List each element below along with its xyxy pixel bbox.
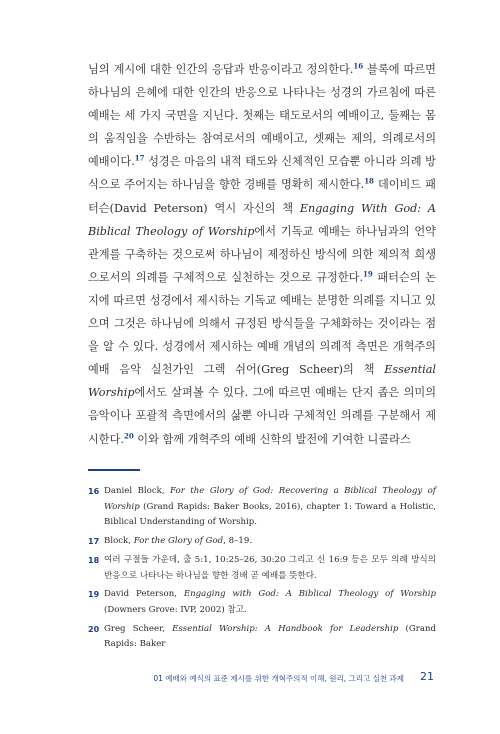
page-number: 21 <box>420 670 434 683</box>
footnote-item <box>88 553 436 584</box>
body-text-segment: 데이비드 패터슨(David Peterson) 역시 자신의 책 <box>88 178 436 215</box>
body-text-segment: 패터슨의 논지에 따르면 성경에서 제시하는 기독교 예배는 분명한 의례를 지니고 있으며 그것은 하나님에 의해서 규정된 방식들을 구체화하는 것이라는 점을 알 수 있다. 성경에서 제시하는 예배 개념의 의례적 측면은 개혁주의 예배 음악 실천가인 그렉 쉬어(Greg Scheer)의 책 <box>88 270 436 377</box>
footnote-pre: David Peterson, <box>104 589 184 600</box>
footnote-title: Essential Worship: A Handbook for Leadership <box>172 623 399 634</box>
book-title-peterson: Engaging With God: A Biblical Theology of Worship <box>88 201 436 238</box>
footnote-text <box>104 553 436 584</box>
footnote-text <box>104 484 436 531</box>
footnote-pre: 여러 구절들 가운데, 출 5:1, 10:25–26, 30:20 그리고 신 16:9 등은 모두 의례 방식의 반응으로 나타나는 하나님을 향한 경배 곧 예배를 뜻한다. <box>104 554 436 581</box>
footnote-pre: Block, <box>104 536 134 547</box>
footnote-item <box>88 587 436 618</box>
footnote-post: (Downers Grove: IVP, 2002) 참고. <box>104 604 247 615</box>
footnote-post: (Grand Rapids: Baker Books, 2016), chapter 1: Toward a Holistic, Biblical Understanding of Worship. <box>104 501 436 528</box>
footnote-ref-20[interactable]: 20 <box>123 430 134 440</box>
page-footer <box>0 670 500 686</box>
body-text-segment: 이와 함께 개혁주의 예배 신학의 발전에 기여한 니콜라스 <box>133 432 411 446</box>
body-text-segment: 에서 기독교 예배는 하나님과의 언약 관계를 구축하는 것으로써 하나님이 제정하신 방식에 의한 제의적 희생으로서의 의례를 구체적으로 실천하는 것으로 규정한다. <box>88 224 436 284</box>
footnote-title: For the Glory of God <box>133 536 224 547</box>
body-text-segment: 님의 계시에 대한 인간의 응답과 반응이라고 정의한다. <box>88 63 354 76</box>
footnote-number: 17 <box>88 537 100 547</box>
footnote-title: Engaging with God: A Biblical Theology of Worship <box>183 589 436 600</box>
footnote-title: For the Glory of God: Recovering a Biblical Theology of Worship <box>104 486 436 512</box>
footnote-text <box>104 534 436 550</box>
footnote-divider <box>88 469 140 471</box>
footnote-pre: Greg Scheer, <box>104 623 173 634</box>
footnotes <box>88 484 436 656</box>
footnote-ref-18[interactable]: 18 <box>364 176 374 186</box>
footnote-text <box>104 587 436 618</box>
footnote-item <box>88 622 436 653</box>
footnote-number: 19 <box>88 590 100 600</box>
footnote-ref-17[interactable]: 17 <box>134 153 145 163</box>
footnote-pre: Daniel Block, <box>104 486 171 496</box>
footnote-ref-19[interactable]: 19 <box>363 269 373 279</box>
footnote-post: , 8–19. <box>223 536 253 547</box>
book-title-scheer: Essential Worship <box>88 363 436 400</box>
footnote-number: 18 <box>88 555 100 565</box>
body-text-segment: 성경은 마음의 내적 태도와 신체적인 모습뿐 아니라 의례 방식으로 주어지는 하나님을 향한 경배를 명확히 제시한다. <box>88 155 436 192</box>
body-text-segment: 에서도 살펴볼 수 있다. 그에 따르면 예배는 단지 좁은 의미의 음악이나 포괄적 측면에서의 삶뿐 아니라 구체적인 의례를 구분해서 제시한다. <box>88 386 436 446</box>
footnote-post: (Grand Rapids: Baker <box>104 623 436 650</box>
footnote-ref-16[interactable]: 16 <box>353 61 364 71</box>
body-text-segment: 블록에 따르면 하나님의 은혜에 대한 인간의 반응으로 나타나는 성경의 가르침에 따른 예배는 세 가지 국면을 지닌다. 첫째는 태도로서의 예배이고, 둘째는 몸의 움직임을 수반하는 참여로서의 예배이고, 셋째는 제의, 의례로서의 예배이다. <box>88 63 436 169</box>
footnote-item <box>88 534 436 550</box>
footnote-number: 20 <box>88 624 100 634</box>
body-paragraph <box>88 58 436 451</box>
footnote-number: 16 <box>88 487 100 496</box>
running-footer-title: 01 예배와 예식의 표준 제시를 위한 개혁주의적 이해, 원리, 그리고 실천 과제 <box>153 674 404 683</box>
footnote-text <box>104 622 436 653</box>
footnote-item <box>88 484 436 531</box>
